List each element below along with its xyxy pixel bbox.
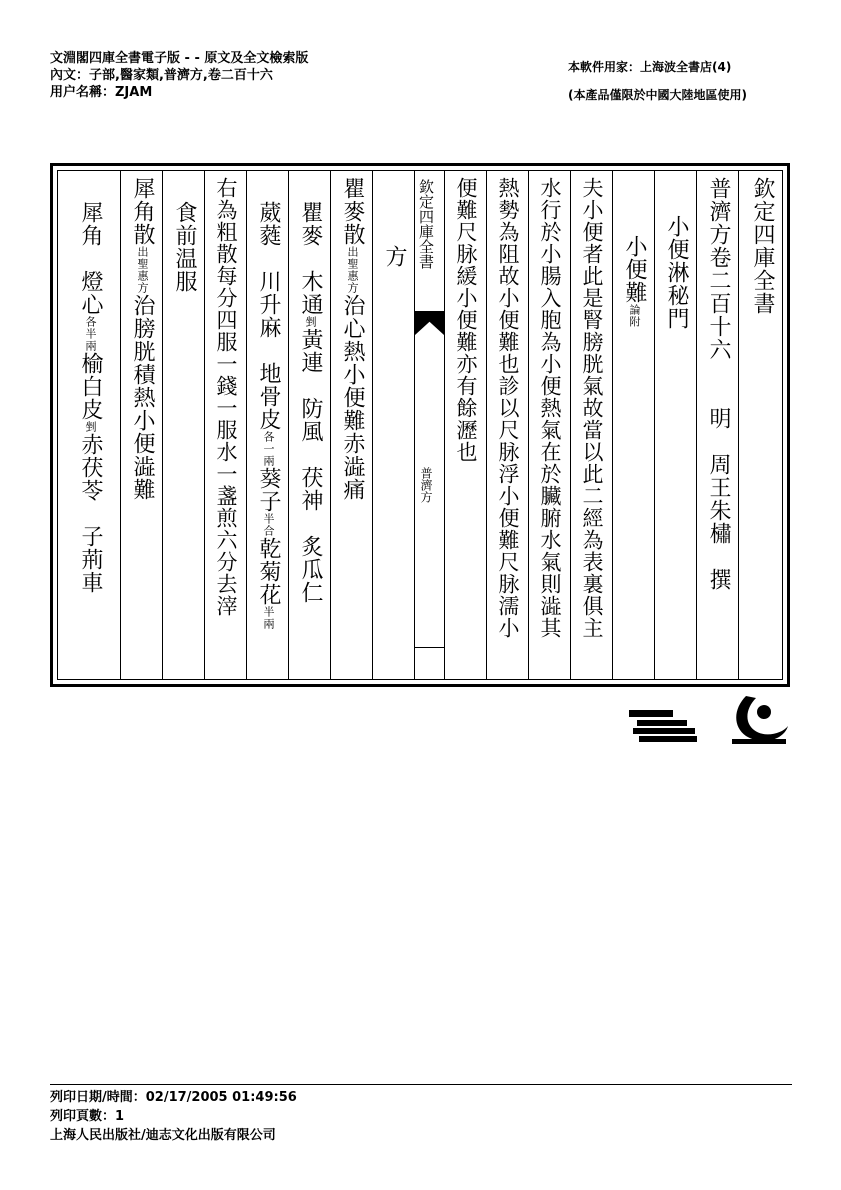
footer — [50, 1088, 297, 1145]
footer-divider — [50, 1084, 792, 1085]
column-14-content — [121, 177, 162, 675]
page-frame-inner — [57, 170, 783, 680]
column-2 — [654, 171, 696, 679]
column-11-note: 各一兩 — [262, 431, 275, 467]
column-7 — [444, 171, 486, 679]
publisher-logo-emblem — [726, 690, 792, 746]
column-11-rest: 葵子 — [256, 467, 281, 513]
header-content-path: 內文：子部,醫家類,普濟方,卷二百十六 — [50, 68, 273, 83]
fold-fishtail-mark — [415, 311, 444, 335]
fold-column — [414, 171, 444, 679]
column-15-note: 各半兩 — [84, 316, 97, 352]
column-2-text: 小便淋秘門 — [664, 215, 689, 330]
fold-divider — [415, 647, 444, 648]
column-0 — [738, 171, 782, 679]
column-15-rest2: 赤茯苓 子荊車 — [78, 433, 103, 594]
header-licensee: 本軟件用家：上海波全書店(4) — [568, 60, 732, 74]
footer-print-datetime: 列印日期/時間：02/17/2005 01:49:56 — [50, 1090, 297, 1105]
column-3-note: 論附 — [628, 304, 641, 328]
column-10 — [288, 171, 330, 679]
fold-title: 欽定四庫全書 — [417, 179, 435, 269]
column-4-text: 夫小便者此是腎膀胱氣故當以此二經為表裏俱主 — [580, 177, 604, 639]
column-15-note2: 剉 — [84, 421, 97, 433]
column-11-note2: 半合 — [262, 513, 275, 537]
column-15-text: 犀角 燈心 — [78, 201, 103, 316]
column-14 — [120, 171, 162, 679]
publisher-logo-stripes — [629, 710, 699, 742]
column-3-content — [613, 235, 654, 675]
column-9-note: 出聖惠方 — [346, 246, 359, 294]
column-10-text: 瞿麥 木通 — [298, 201, 323, 316]
column-8-text: 方 — [382, 245, 407, 268]
column-10-note: 剉 — [304, 316, 317, 328]
column-15-content — [67, 201, 110, 675]
column-10-content — [289, 201, 330, 675]
header-title: 文淵閣四庫全書電子版 - - 原文及全文檢索版 — [50, 51, 309, 66]
column-3 — [612, 171, 654, 679]
column-7-text: 便難尺脉緩小便難亦有餘瀝也 — [454, 177, 478, 463]
footer-page-count: 列印頁數：1 — [50, 1109, 125, 1124]
column-6 — [486, 171, 528, 679]
column-9-text: 瞿麥散 — [340, 177, 365, 246]
column-15-rest: 榆白皮 — [78, 352, 103, 421]
column-8 — [372, 171, 414, 679]
column-11 — [246, 171, 288, 679]
column-11-content — [247, 201, 288, 675]
page-frame — [50, 163, 790, 687]
column-9-content — [331, 177, 372, 675]
column-12-text: 右為粗散每分四服一錢一服水一盞煎六分去滓 — [214, 177, 238, 617]
column-14-text: 犀角散 — [130, 177, 155, 246]
column-1-text: 普濟方卷二百十六 明 周王朱橚 撰 — [706, 177, 731, 591]
column-14-rest: 治膀胱積熱小便澁難 — [130, 294, 155, 501]
fold-book-name: 普濟方 — [419, 467, 433, 503]
header-right — [568, 53, 747, 109]
column-11-rest2: 乾菊花 — [256, 537, 281, 606]
column-1 — [696, 171, 738, 679]
column-5 — [528, 171, 570, 679]
header-region-notice: (本產品僅限於中國大陸地區使用) — [568, 88, 747, 102]
column-0-text: 欽定四庫全書 — [750, 177, 775, 315]
header-left — [50, 50, 308, 101]
column-12 — [204, 171, 246, 679]
column-14-note: 出聖惠方 — [136, 246, 149, 294]
footer-publisher: 上海人民出版社/迪志文化出版有限公司 — [50, 1128, 276, 1143]
header-username: 用户名稱：ZJAM — [50, 85, 153, 100]
column-11-note3: 半兩 — [262, 606, 275, 630]
column-4 — [570, 171, 612, 679]
column-5-text: 水行於小腸入胞為小便熱氣在於臟腑水氣則澁其 — [538, 177, 562, 639]
column-13-text: 食前温服 — [172, 201, 197, 293]
column-3-text: 小便難 — [622, 235, 647, 304]
column-9 — [330, 171, 372, 679]
column-15 — [52, 171, 120, 679]
column-9-rest: 治心熱小便難赤澁痛 — [340, 294, 365, 501]
column-10-rest: 黃連 防風 茯神 炙瓜仁 — [298, 328, 323, 604]
column-13 — [162, 171, 204, 679]
column-11-text: 葳蕤 川升麻 地骨皮 — [256, 201, 281, 431]
column-6-text: 熱勢為阻故小便難也診以尺脉浮小便難尺脉濡小 — [496, 177, 520, 639]
